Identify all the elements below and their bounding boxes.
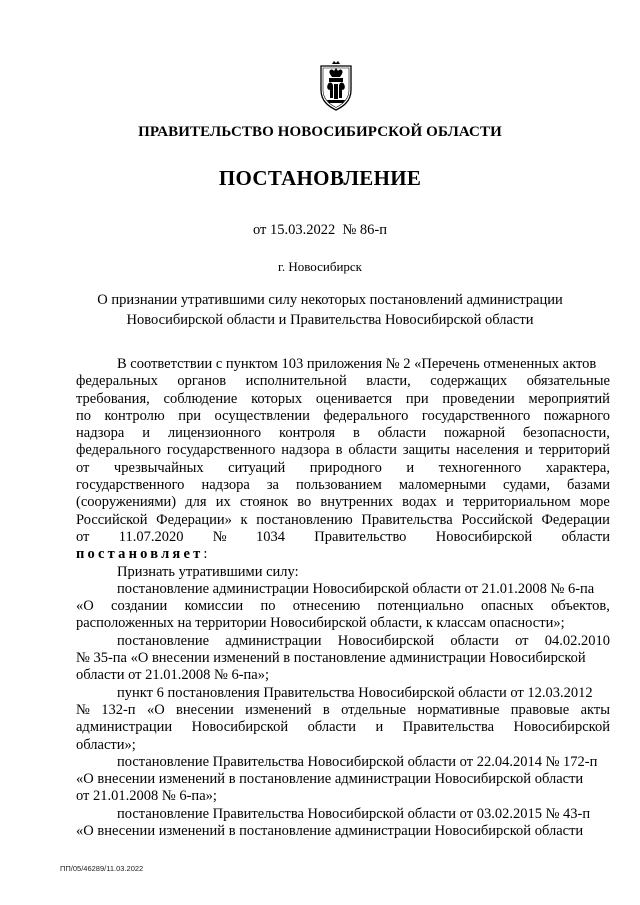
word: внутренних — [320, 494, 393, 511]
word: контролю — [104, 407, 165, 424]
word: защиты — [402, 442, 451, 459]
city-line: г. Новосибирск — [277, 259, 362, 274]
word: внесении — [176, 701, 234, 718]
word: 11.07.2020 — [118, 528, 184, 545]
word: контроля — [279, 425, 336, 442]
word: государственного — [76, 477, 185, 494]
word: надзора — [201, 477, 250, 494]
word: по — [260, 598, 276, 615]
word: базами — [567, 477, 610, 494]
word: потенциально — [377, 598, 464, 615]
word: для — [185, 494, 207, 511]
word: за — [266, 477, 279, 494]
text-line — [76, 425, 610, 442]
word: чрезвычайных — [113, 459, 204, 476]
word: соблюдение — [163, 390, 238, 407]
word: территориальном — [462, 494, 571, 511]
text-line: пункт 6 постановления Правительства Новосибирской области от 12.03.2012 — [117, 684, 593, 701]
word: федеральных — [76, 373, 158, 390]
word: и — [142, 425, 150, 442]
word: в — [335, 442, 343, 459]
resolution-word: постановляет — [76, 546, 204, 563]
word: Правительства — [361, 511, 453, 528]
subject-line: О признании утратившими силу некоторых постановлений администрации — [97, 292, 563, 308]
word: области — [377, 425, 427, 442]
word: государственного — [166, 442, 276, 459]
word: Российской — [461, 511, 533, 528]
text-line — [76, 702, 610, 719]
word: от — [76, 528, 90, 545]
text-line — [76, 512, 610, 529]
word: оценивается — [315, 390, 393, 407]
word: судами, — [503, 477, 551, 494]
government-title: ПРАВИТЕЛЬСТВО НОВОСИБИРСКОЙ ОБЛАСТИ — [138, 124, 502, 140]
text-line: от 21.01.2008 № 6-па»; — [76, 788, 217, 805]
word: (сооружениями) — [76, 494, 177, 511]
word: в — [322, 701, 330, 718]
coat-of-arms-icon — [318, 60, 354, 112]
word: по — [76, 407, 92, 424]
document-type: ПОСТАНОВЛЕНИЕ — [218, 166, 422, 190]
word: во — [297, 494, 312, 511]
text-line: № 35-па «О внесении изменений в постановление администрации Новосибирской — [76, 650, 586, 667]
word: Правительство — [314, 528, 407, 545]
subject-line: Новосибирской области и Правительства Новосибирской области — [126, 312, 534, 328]
text-line — [76, 633, 610, 650]
word: Новосибирской — [513, 719, 610, 736]
word: федерального — [323, 407, 409, 424]
word: отдельные — [341, 701, 406, 718]
text-line: постановляет : — [76, 546, 208, 563]
word: пожарного — [543, 407, 610, 424]
word: опасных — [481, 598, 534, 615]
text-line: постановление Правительства Новосибирской области от 03.02.2015 № 43-п — [117, 805, 591, 822]
word: администрации — [76, 719, 173, 736]
word: пользованием — [296, 477, 382, 494]
word: безопасности, — [523, 425, 610, 442]
word: 04.02.2010 — [544, 632, 610, 649]
text-line — [76, 460, 610, 477]
text-line: постановление Правительства Новосибирской области от 22.04.2014 № 172-п — [117, 753, 598, 770]
word: власти, — [366, 373, 411, 390]
word: объектов, — [550, 598, 610, 615]
word: и — [375, 719, 384, 736]
word: море — [579, 494, 610, 511]
text-line — [76, 373, 610, 390]
word: при — [405, 390, 429, 407]
word: пожарной — [444, 425, 506, 442]
word: проведении — [442, 390, 515, 407]
word: мероприятий — [528, 390, 610, 407]
word: и — [445, 494, 454, 511]
text-line — [76, 529, 610, 546]
word: нормативные — [417, 701, 500, 718]
word: области — [561, 528, 610, 545]
text-line: «О внесении изменений в постановление администрации Новосибирской области — [76, 823, 584, 840]
word: Новосибирской — [435, 528, 533, 545]
text-line: В соответствии с пунктом 103 приложения № 2 «Перечень отмененных актов — [117, 356, 597, 372]
word: федерального — [76, 442, 161, 459]
word: населения — [455, 442, 520, 459]
text-line — [76, 719, 610, 736]
word: правовые — [510, 701, 570, 718]
word: «О — [76, 598, 94, 615]
text-line — [76, 442, 610, 459]
word: 132-п — [101, 701, 136, 718]
text-line — [76, 408, 610, 425]
word: комиссии — [184, 598, 244, 615]
text-line: расположенных на территории Новосибирской области, к классам опасности»; — [76, 615, 565, 632]
date-number-line: от 15.03.2022 № 86-п — [252, 222, 388, 238]
word: органов — [177, 373, 227, 390]
word: «О — [146, 701, 165, 718]
word: обязательные — [526, 373, 610, 390]
text-line: «О внесении изменений в постановление администрации Новосибирской области — [76, 771, 584, 788]
word: создании — [111, 598, 168, 615]
text-line — [76, 598, 610, 615]
word: их — [215, 494, 231, 511]
word: администрации — [225, 632, 322, 649]
word: водах — [402, 494, 437, 511]
text-line: постановление администрации Новосибирской области от 21.01.2008 № 6-па — [117, 580, 595, 597]
word: Новосибирской — [337, 632, 435, 649]
word: осуществлении — [214, 407, 310, 424]
word: в — [352, 425, 360, 442]
text-line — [76, 494, 610, 511]
word: при — [178, 407, 201, 424]
word: ситуаций — [228, 459, 286, 476]
word: содержащих — [430, 373, 508, 390]
document-subject — [60, 290, 600, 330]
word: № — [76, 701, 90, 718]
word: исполнительной — [245, 373, 347, 390]
word: области — [307, 719, 357, 736]
word: которых — [251, 390, 303, 407]
word: Федерации — [541, 511, 610, 528]
word: требования, — [76, 390, 150, 407]
word: надзора — [281, 442, 330, 459]
word: постановлению — [256, 511, 353, 528]
word: и — [406, 459, 415, 476]
word: области — [450, 632, 499, 649]
word: от — [515, 632, 529, 649]
word: лицензионного — [167, 425, 262, 442]
word: 1034 — [255, 528, 285, 545]
word: акты — [580, 701, 610, 718]
word: области — [348, 442, 397, 459]
word: государственного — [421, 407, 531, 424]
word: Федерации» — [156, 511, 232, 528]
word: к — [240, 511, 248, 528]
text-line: Признать утратившими силу: — [117, 563, 299, 580]
document-body — [76, 356, 610, 840]
word: постановление — [117, 632, 210, 649]
word: и — [525, 442, 533, 459]
word: маломерными — [398, 477, 487, 494]
word: Российской — [76, 511, 148, 528]
word: Правительства — [402, 719, 495, 736]
word: характера, — [545, 459, 610, 476]
word: отнесению — [292, 598, 361, 615]
word: территорий — [538, 442, 610, 459]
word: природного — [309, 459, 382, 476]
word: техногенного — [438, 459, 522, 476]
word: надзора — [76, 425, 125, 442]
text-line — [76, 391, 610, 408]
document-code: ПП/05/46289/11.03.2022 — [60, 864, 144, 873]
text-line: области»; — [76, 736, 136, 753]
text-line — [76, 477, 610, 494]
text-line: области от 21.01.2008 № 6-па»; — [76, 667, 270, 684]
word: № — [212, 528, 227, 545]
word: Новосибирской — [191, 719, 289, 736]
word: стоянок — [239, 494, 289, 511]
word: от — [76, 459, 90, 476]
word: изменений — [245, 701, 312, 718]
